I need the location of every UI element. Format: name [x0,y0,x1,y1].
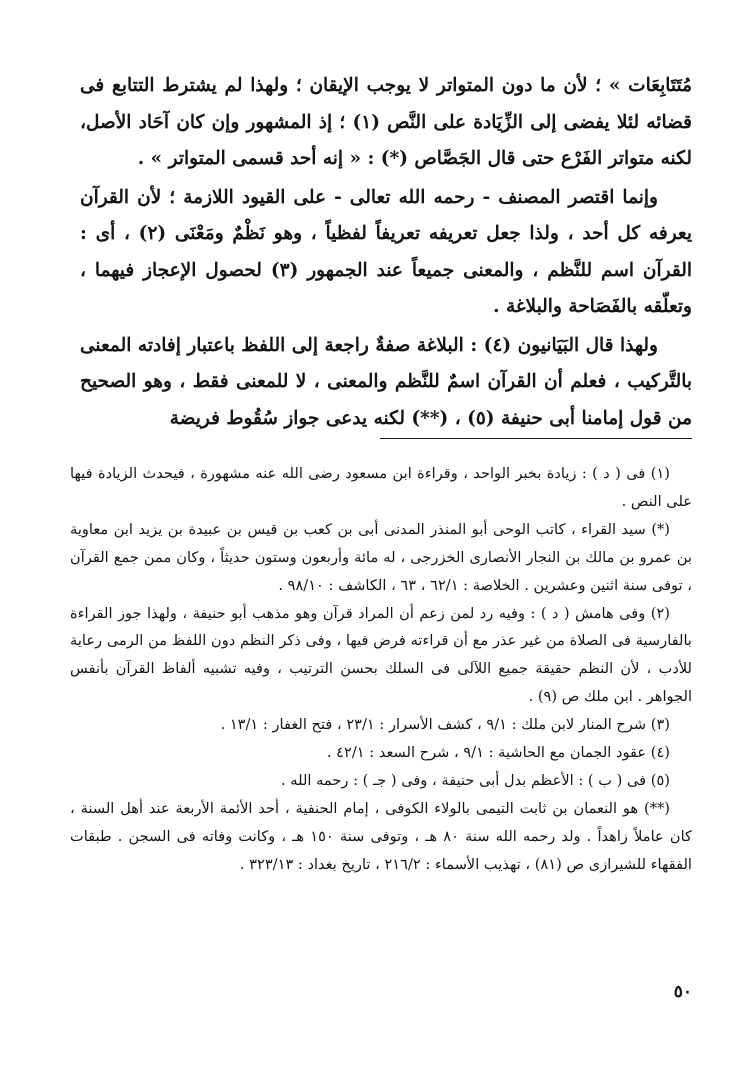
footnotes [70,460,692,879]
footnote-star-1: (*) سيد القراء ، كاتب الوحى أبو المنذر المدنى أبى بن كعب بن قيس بن عبيدة بن يزيد ابن معاوية بن عمرو بن مالك بن النجار الأنصارى الخزرجى ، له مائة وأربعون وستون حديثاً ، وكان ممن جمع القرآن ، توفى سنة اثنين وعشرين . الخلاصة : ٦٢/١ ، ٦٣ ، الكاشف : ٩٨/١٠ . [70,520,692,594]
footnote-5: (٥) فى ( ب ) : الأعظم بدل أبى حنيفة ، وفى ( جـ ) : رحمه الله . [281,771,670,789]
footnote-star-2: (**) هو النعمان بن ثابت التيمى بالولاء الكوفى ، إمام الحنفية ، أحد الأئمة الأربعة عند أهل السنة ، كان عاملاً زاهداً . ولد رحمه الله سنة ٨٠ هـ ، وتوفى سنة ١٥٠ هـ ، وكانت وفاته فى السجن . طبقات الفقهاء للشيرازى ص (٨١) ، تهذيب الأسماء : ٢١٦/٢ ، تاريخ بغداد : ٣٢٣/١٣ . [70,799,692,873]
main-paragraph-2: وإنما اقتصر المصنف - رحمه الله تعالى - على القيود اللازمة ؛ لأن القرآن يعرفه كل أحد ، ولذا جعل تعريفه تعريفاً لفظياً ، وهو نَظْمٌ ومَعْنَى (٢) ، أى : القرآن اسم للنَّظم ، والمعنى جميعاً عند الجمهور (٣) لحصول الإعجاز فيهما ، وتعلّقه بالفَصَاحة والبلاغة . [80,186,692,317]
main-text [80,68,692,437]
footnote-4: (٤) عقود الجمان مع الحاشية : ٩/١ ، شرح السعد : ٤٢/١ . [326,744,670,762]
main-paragraph-1: مُتَتَابِعَات » ؛ لأن ما دون المتواتر لا يوجب الإيقان ؛ ولهذا لم يشترط التتابع فى قضائه لئلا يفضى إلى الزِّيَادة على النَّص (١) ؛ إذ المشهور وإن كان آحَاد الأصل، لكنه متواتر الفَرْع حتى قال الجَصَّاص (*) : « إنه أحد قسمى المتواتر » . [80,75,692,169]
footnote-1: (١) فى ( د ) : زيادة بخبر الواحد ، وقراءة ابن مسعود رضى الله عنه مشهورة ، فيحدث الزيادة فيها على النص . [70,465,692,510]
footnote-divider [380,438,692,439]
footnote-2: (٢) وفى هامش ( د ) : وفيه رد لمن زعم أن المراد قرآن وهو مذهب أبو حنيفة ، ولهذا جوز القراءة بالفارسية فى الصلاة من غير عذر مع أن قراءته فرض فيها ، وفى ذكر النظم دون اللفظ من الرمى رعاية للأدب ، لأن النظم حقيقة جميع اللآلى فى السلك بحسن الترتيب ، وفيه تشبيه ألفاظ القرآن بأنفس الجواهر . ابن ملك ص (٩) . [70,604,692,706]
main-paragraph-3: ولهذا قال البَيَانيون (٤) : البلاغة صفةٌ راجعة إلى اللفظ باعتبار إفادته المعنى بالتَّركيب ، فعلم أن القرآن اسمٌ للنَّظم والمعنى ، لا للمعنى فقط ، وهو الصحيح من قول إمامنا أبى حنيفة (٥) ، (**) لكنه يدعى جواز سُقُوط فريضة [80,334,692,429]
page-number: ٥٠ [673,982,692,1002]
footnote-3: (٣) شرح المنار لابن ملك : ٩/١ ، كشف الأسرار : ٢٣/١ ، فتح الغفار : ١٣/١ . [220,716,670,734]
